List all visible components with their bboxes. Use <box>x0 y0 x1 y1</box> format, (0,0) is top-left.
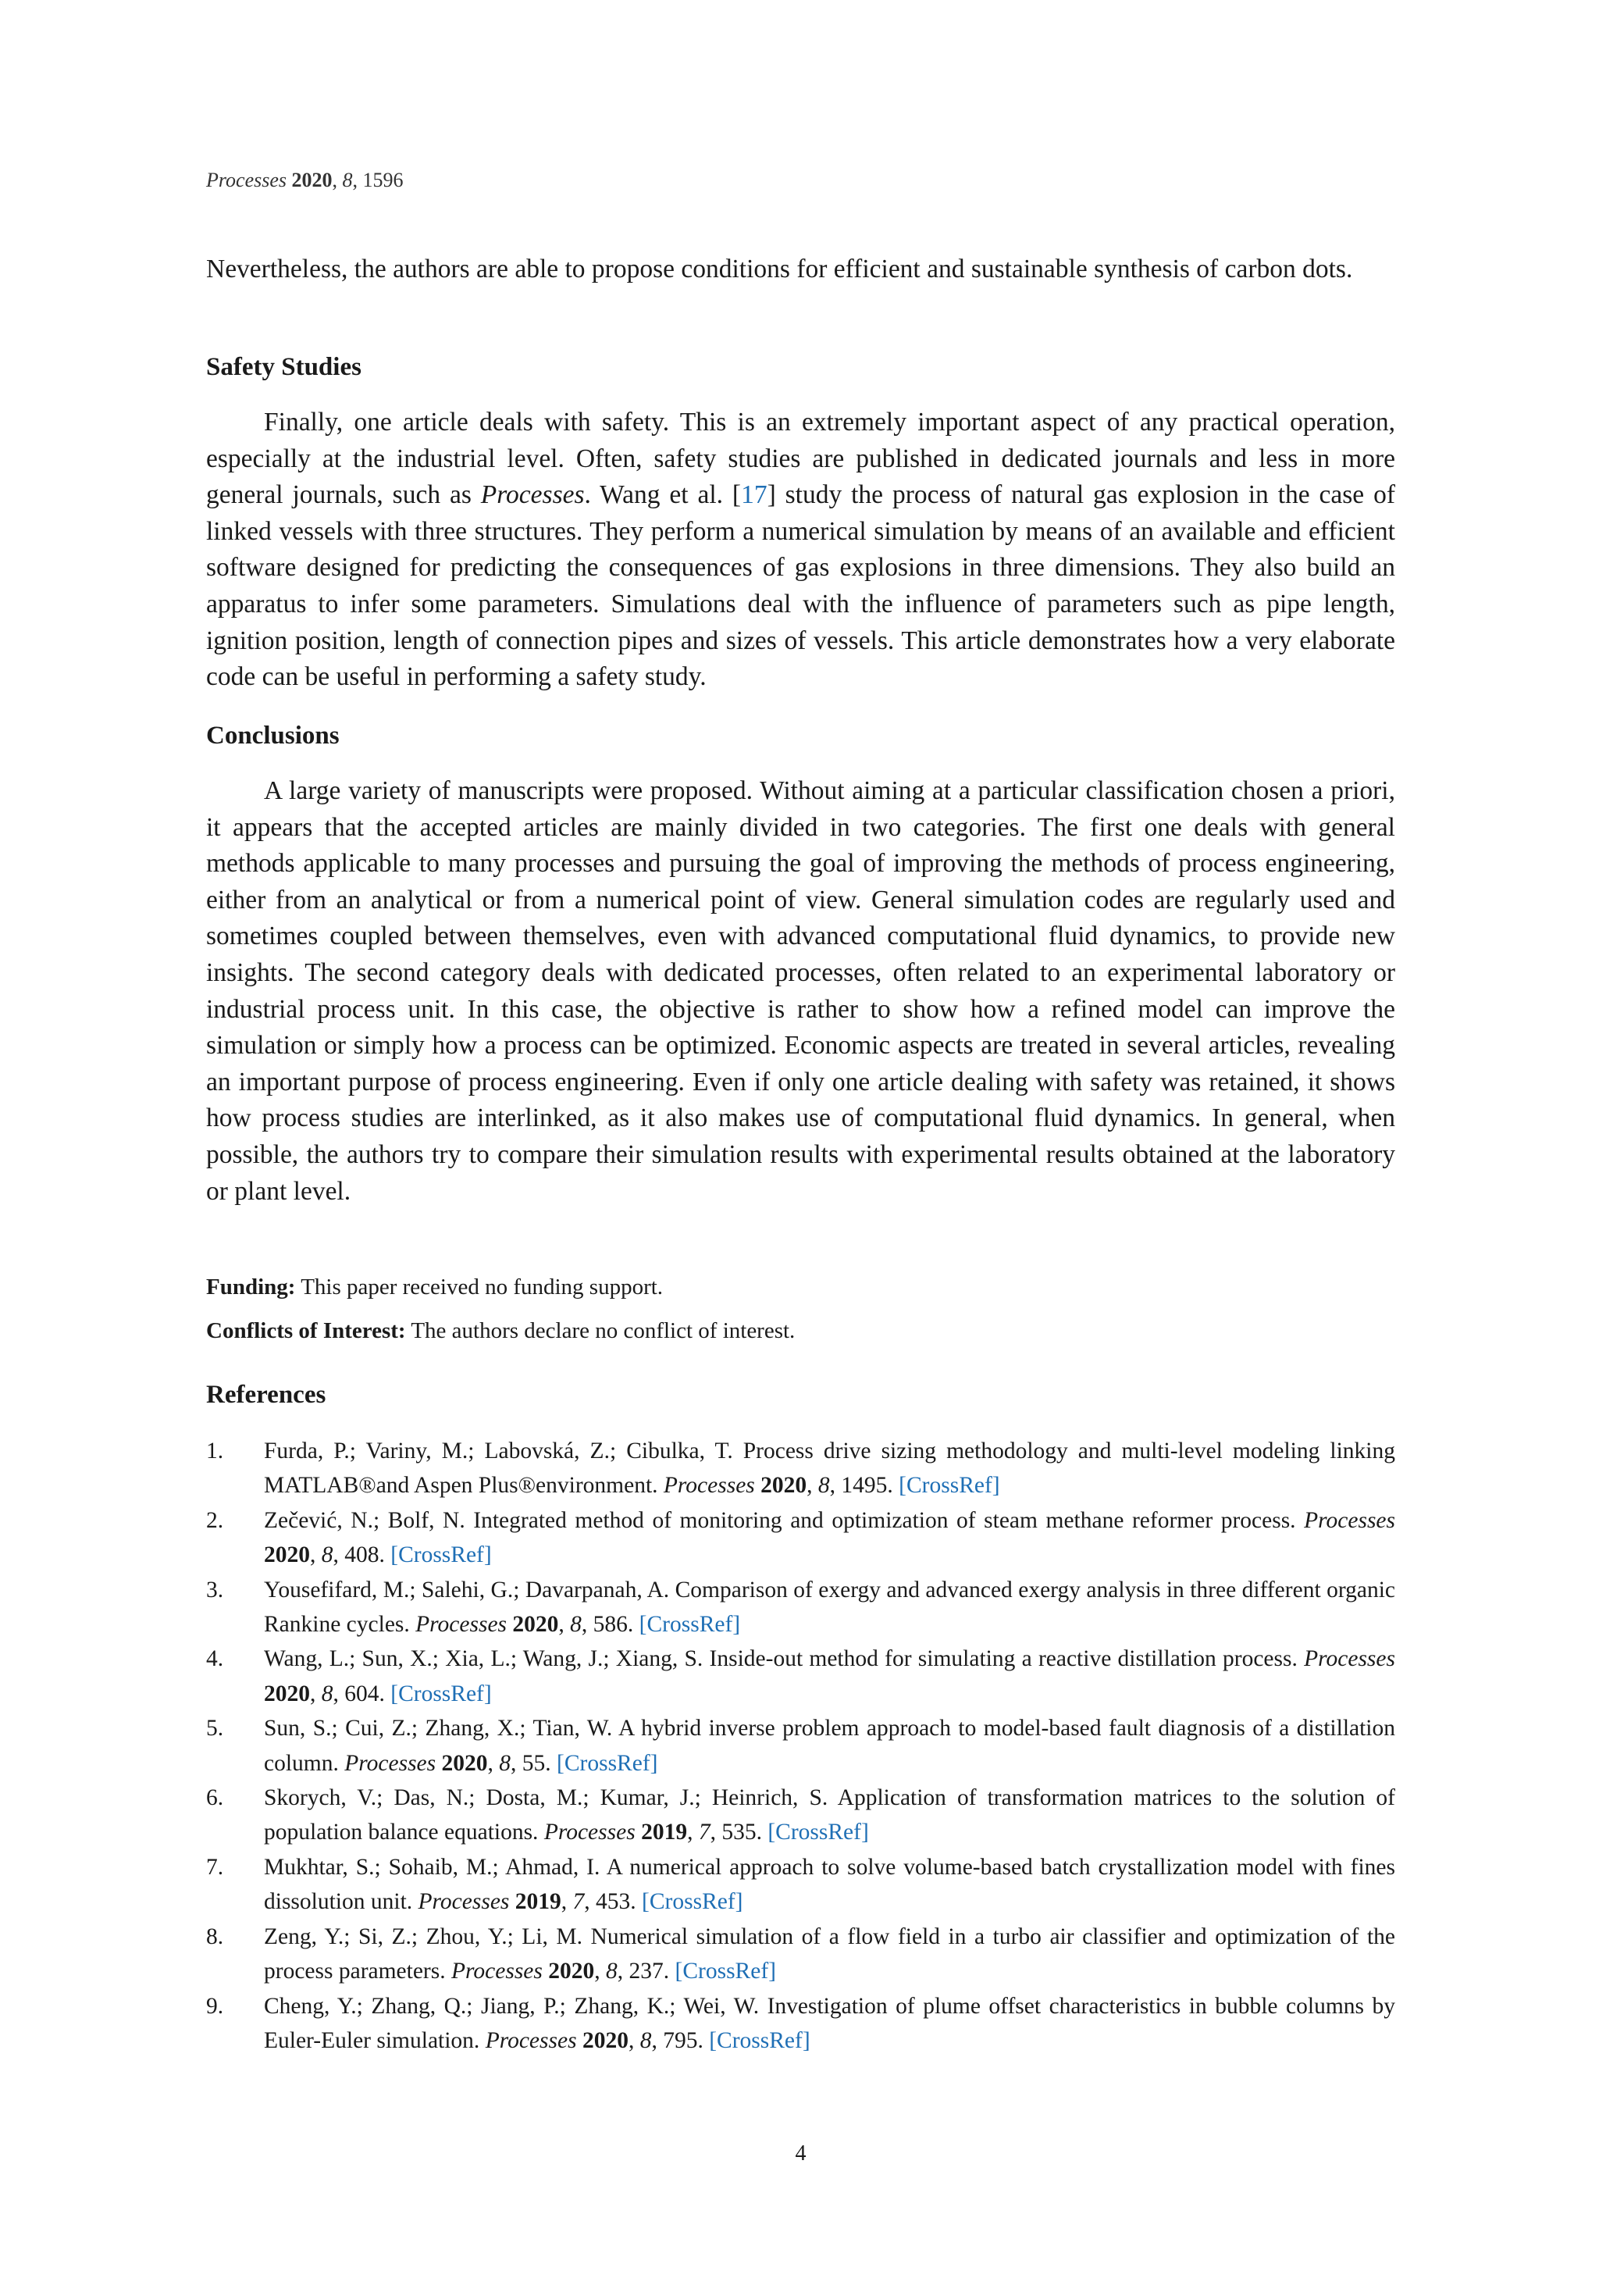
crossref-link[interactable]: [CrossRef] <box>675 1959 776 1984</box>
crossref-link[interactable]: [CrossRef] <box>642 1889 743 1915</box>
intro-paragraph: Nevertheless, the authors are able to propose conditions for efficient and sustainable synthesis of carbon dots. <box>206 255 1353 283</box>
reference-item: 6. Skorych, V.; Das, N.; Dosta, M.; Kumar, J.; Heinrich, S. Application of transformation matrices to the solution of population balance equations. Processes 2019, 7, 535. [CrossRef] <box>206 1781 1395 1850</box>
reference-item: 4. Wang, L.; Sun, X.; Xia, L.; Wang, J.; Xiang, S. Inside-out method for simulating a reactive distillation process. Processes 2020, 8, 604. [CrossRef] <box>206 1642 1395 1711</box>
crossref-link[interactable]: [CrossRef] <box>709 2027 810 2053</box>
reference-number: 3. <box>206 1577 224 1603</box>
safety-paragraph: Finally, one article deals with safety. This is an extremely important aspect of any practical operation, especially at the industrial level. Often, safety studies are published in dedicated journals and less in more general journals, such as Processes. Wang et al. [17] study the process of natural gas explosion in the case of linked vessels with three structures. They perform a numerical simulation by means of an available and efficient software designed for predicting the consequences of gas explosions in three dimensions. They also build an apparatus to infer some parameters. Simulations deal with the influence of parameters such as pipe length, ignition position, length of connection pipes and sizes of vessels. This article demonstrates how a very elaborate code can be useful in performing a safety study. <box>206 408 1395 692</box>
crossref-link[interactable]: [CrossRef] <box>390 1542 492 1568</box>
crossref-link[interactable]: [CrossRef] <box>557 1750 658 1776</box>
reference-number: 8. <box>206 1923 224 1949</box>
references-heading: References <box>206 1381 326 1409</box>
safety-heading: Safety Studies <box>206 353 361 381</box>
reference-number: 9. <box>206 1993 224 2019</box>
page-number: 4 <box>795 2141 807 2166</box>
crossref-link[interactable]: [CrossRef] <box>767 1820 869 1845</box>
reference-item: 7. Mukhtar, S.; Sohaib, M.; Ahmad, I. A numerical approach to solve volume-based batch crystallization model with fines dissolution unit. Processes 2019, 7, 453. [CrossRef] <box>206 1850 1395 1920</box>
citation-link[interactable]: 17 <box>741 480 767 510</box>
reference-number: 5. <box>206 1716 224 1742</box>
reference-item: 5. Sun, S.; Cui, Z.; Zhang, X.; Tian, W. A hybrid inverse problem approach to model-based fault diagnosis of a distillation column. Processes 2020, 8, 55. [CrossRef] <box>206 1711 1395 1781</box>
reference-item: 3. Yousefifard, M.; Salehi, G.; Davarpanah, A. Comparison of exergy and advanced exergy analysis in three different organic Rankine cycles. Processes 2020, 8, 586. [CrossRef] <box>206 1573 1395 1642</box>
reference-number: 1. <box>206 1439 224 1464</box>
safety-body-block <box>206 405 1395 696</box>
crossref-link[interactable]: [CrossRef] <box>899 1473 1000 1499</box>
reference-number: 4. <box>206 1646 224 1672</box>
conclusions-body-block <box>206 773 1395 1210</box>
conclusions-paragraph: A large variety of manuscripts were proposed. Without aiming at a particular classification chosen a priori, it appears that the accepted articles are mainly divided in two categories. The first one deals with general methods applicable to many processes and pursuing the goal of improving the methods of process engineering, either from an analytical or from a numerical point of view. General simulation codes are regularly used and sometimes coupled between themselves, even with advanced computational fluid dynamics, to provide new insights. The second category deals with dedicated processes, often related to an experimental laboratory or industrial process unit. In this case, the objective is rather to show how a refined model can improve the simulation or simply how a process can be optimized. Economic aspects are treated in several articles, revealing an important purpose of process engineering. Even if only one article dealing with safety was retained, it shows how process studies are interlinked, as it also makes use of computational fluid dynamics. In general, when possible, the authors try to compare their simulation results with experimental results obtained at the laboratory or plant level. <box>206 776 1395 1206</box>
funding-statement: Funding: This paper received no funding support. <box>206 1275 664 1300</box>
reference-item: 1. Furda, P.; Variny, M.; Labovská, Z.; Cibulka, T. Process drive sizing methodology and multi-level modeling linking MATLAB®and Aspen Plus®environment. Processes 2020, 8, 1495. [CrossRef] <box>206 1434 1395 1503</box>
conflicts-statement: Conflicts of Interest: The authors declare no conflict of interest. <box>206 1318 796 1343</box>
reference-number: 6. <box>206 1785 224 1811</box>
references-heading-block <box>206 1381 1395 1410</box>
reference-number: 7. <box>206 1854 224 1880</box>
crossref-link[interactable]: [CrossRef] <box>639 1612 741 1638</box>
conclusions-section <box>206 722 1395 750</box>
references-list <box>206 1434 1395 2058</box>
safety-section <box>206 353 1395 382</box>
reference-item: 9. Cheng, Y.; Zhang, Q.; Jiang, P.; Zhang, K.; Wei, W. Investigation of plume offset characteristics in bubble columns by Euler-Euler simulation. Processes 2020, 8, 795. [CrossRef] <box>206 1989 1395 2059</box>
reference-item: 2. Zečević, N.; Bolf, N. Integrated method of monitoring and optimization of steam methane reformer process. Processes 2020, 8, 408. [CrossRef] <box>206 1503 1395 1573</box>
conclusions-heading: Conclusions <box>206 722 340 750</box>
intro-paragraph-block <box>206 251 1395 288</box>
running-head: Processes 2020, 8, 1596 <box>206 169 404 191</box>
reference-item: 8. Zeng, Y.; Si, Z.; Zhou, Y.; Li, M. Numerical simulation of a flow field in a turbo air classifier and optimization of the process parameters. Processes 2020, 8, 237. [CrossRef] <box>206 1920 1395 1989</box>
crossref-link[interactable]: [CrossRef] <box>390 1681 492 1706</box>
reference-number: 2. <box>206 1507 224 1533</box>
